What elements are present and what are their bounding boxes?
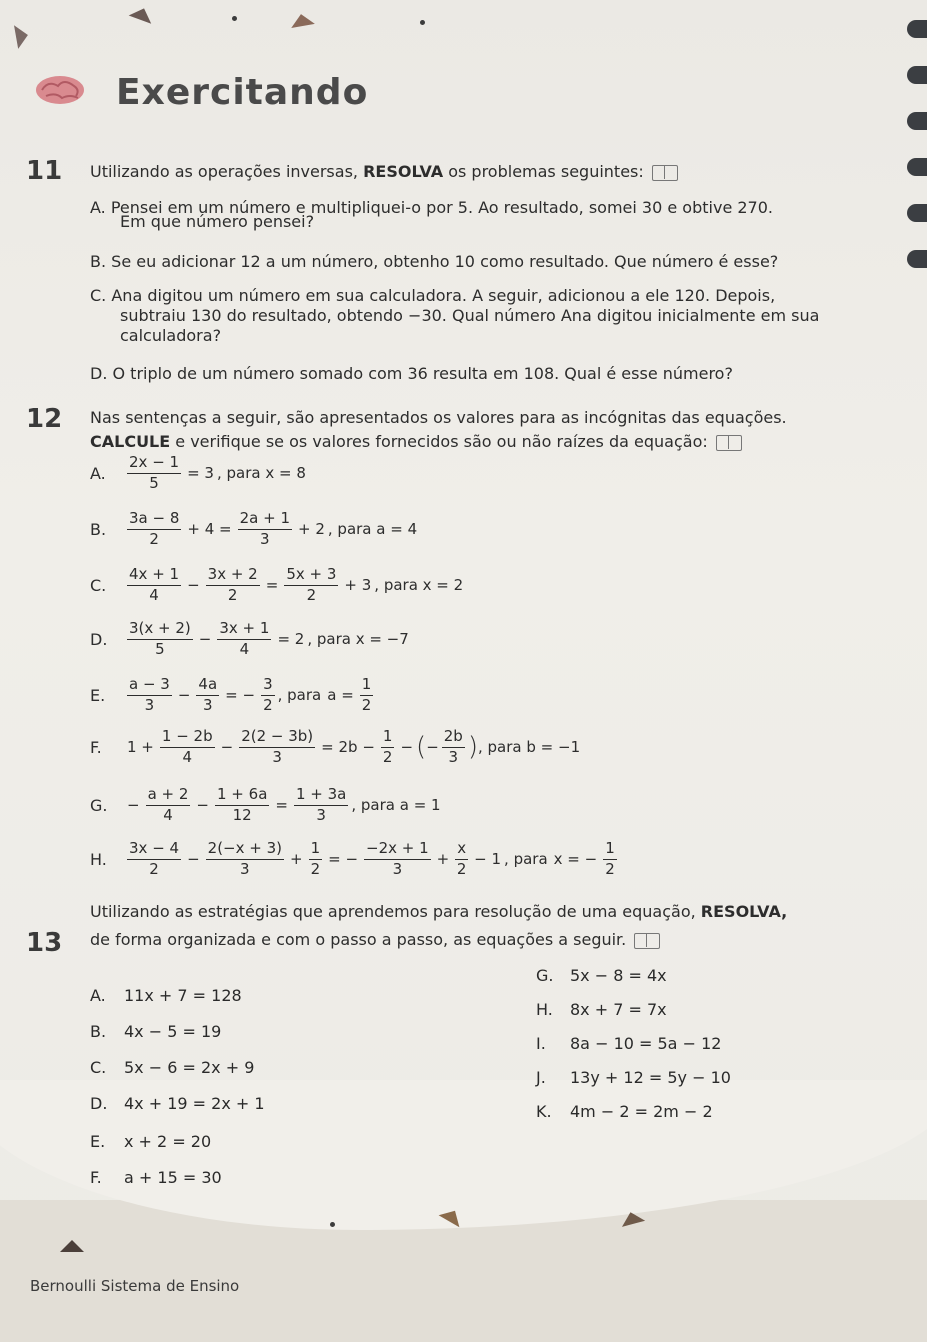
denominator: 2 bbox=[149, 530, 159, 548]
denominator: 2 bbox=[361, 696, 372, 714]
operator: − bbox=[187, 850, 200, 868]
item-label: A. bbox=[90, 198, 106, 217]
numerator: a + 2 bbox=[146, 786, 191, 806]
equation: a + 15 = 30 bbox=[124, 1168, 222, 1187]
condition: , para a = 1 bbox=[351, 796, 441, 814]
operator: = 2b − bbox=[321, 738, 375, 756]
fraction bbox=[294, 786, 348, 824]
item-label: D. bbox=[90, 1094, 108, 1113]
decor-triangle bbox=[129, 4, 156, 23]
equation: 5x − 8 = 4x bbox=[570, 966, 667, 985]
item-label: C. bbox=[90, 286, 107, 305]
item-text: O triplo de um número somado com 36 resulta em 108. Qual é esse número? bbox=[112, 364, 733, 383]
equation: 13y + 12 = 5y − 10 bbox=[570, 1068, 731, 1087]
item-label: C. bbox=[90, 575, 107, 595]
operator: = bbox=[265, 576, 279, 594]
q13-item-f bbox=[90, 1168, 222, 1187]
numerator: 1 bbox=[309, 840, 323, 860]
parenthesis: ( bbox=[416, 732, 427, 762]
book-icon bbox=[652, 165, 678, 181]
fraction bbox=[146, 786, 191, 824]
q12-prompt-line1: Nas sentenças a seguir, são apresentados os valores para as incógnitas das equações. bbox=[90, 408, 787, 427]
operator: + bbox=[290, 850, 303, 868]
denominator: 2 bbox=[456, 860, 467, 878]
item-label: B. bbox=[90, 519, 107, 539]
decor-triangle bbox=[14, 23, 30, 49]
denominator: 5 bbox=[155, 640, 165, 658]
denominator: 3 bbox=[203, 696, 213, 714]
q11-prompt-text: Utilizando as operações inversas, bbox=[90, 162, 364, 181]
numerator: 1 + 3a bbox=[294, 786, 348, 806]
decor-triangle bbox=[289, 12, 315, 28]
operator: − bbox=[196, 796, 209, 814]
fraction bbox=[381, 728, 395, 766]
equation: 4x + 19 = 2x + 1 bbox=[124, 1094, 265, 1113]
item-text: Se eu adicionar 12 a um número, obtenho 10 como resultado. Que número é esse? bbox=[111, 252, 779, 271]
operator: − 1 bbox=[474, 850, 502, 868]
page-edge-tabs bbox=[907, 20, 927, 296]
operator: − bbox=[177, 686, 191, 704]
item-label: E. bbox=[90, 1132, 106, 1151]
item-label: F. bbox=[90, 737, 102, 757]
numerator: −2x + 1 bbox=[364, 840, 431, 860]
parenthesis: ) bbox=[467, 732, 478, 762]
q12-prompt-bold: CALCULE bbox=[90, 432, 171, 451]
q12-equation-e bbox=[90, 676, 376, 714]
numerator: 3a − 8 bbox=[127, 510, 181, 530]
condition: , para x = −7 bbox=[307, 630, 409, 648]
denominator: 5 bbox=[149, 474, 159, 492]
equation: 5x − 6 = 2x + 9 bbox=[124, 1058, 255, 1077]
q13-prompt-line2 bbox=[90, 930, 660, 950]
item-label: C. bbox=[90, 1058, 107, 1077]
fraction bbox=[360, 676, 374, 714]
numerator: 3x + 1 bbox=[217, 620, 271, 640]
numerator: 3x + 2 bbox=[206, 566, 260, 586]
item-label: A. bbox=[90, 986, 106, 1005]
q13-item-h bbox=[536, 1000, 667, 1019]
numerator: 1 bbox=[603, 840, 617, 860]
item-text: Ana digitou um número em sua calculadora. A seguir, adicionou a ele 120. Depois, bbox=[111, 286, 776, 305]
operator: − bbox=[220, 738, 234, 756]
item-label: E. bbox=[90, 685, 106, 705]
item-label: I. bbox=[536, 1034, 546, 1053]
fraction bbox=[442, 728, 465, 766]
item-label: H. bbox=[90, 849, 107, 869]
decor-triangle bbox=[60, 1240, 84, 1252]
operator: + 2 bbox=[298, 520, 325, 538]
q13-prompt-line1 bbox=[90, 902, 787, 922]
q12-prompt-text: e verifique se os valores fornecidos são ou não raízes da equação: bbox=[170, 432, 708, 451]
q12-equation-c bbox=[90, 566, 463, 604]
q12-prompt-line2 bbox=[90, 432, 742, 452]
numerator: 2x − 1 bbox=[127, 454, 181, 474]
q13-item-k bbox=[536, 1102, 713, 1121]
fraction bbox=[215, 786, 269, 824]
numerator: 1 bbox=[381, 728, 395, 748]
denominator: 2 bbox=[605, 860, 615, 878]
q13-prompt-bold: RESOLVA, bbox=[700, 902, 788, 921]
item-label: F. bbox=[90, 1168, 102, 1187]
q11-prompt-text-end: os problemas seguintes: bbox=[443, 162, 644, 181]
numerator: 4x + 1 bbox=[127, 566, 181, 586]
operator: = − bbox=[328, 850, 359, 868]
numerator: 3x − 4 bbox=[127, 840, 181, 860]
operator: + 4 = bbox=[187, 520, 232, 538]
denominator: 3 bbox=[448, 748, 459, 766]
numerator: 2(−x + 3) bbox=[206, 840, 284, 860]
item-label: J. bbox=[536, 1068, 546, 1087]
brain-icon bbox=[30, 68, 90, 108]
numerator: 5x + 3 bbox=[284, 566, 338, 586]
decor-dot bbox=[232, 16, 237, 21]
denominator: 2 bbox=[310, 860, 321, 878]
q13-item-b bbox=[90, 1022, 221, 1041]
condition: , para x = 2 bbox=[374, 576, 464, 594]
equation: 11x + 7 = 128 bbox=[124, 986, 242, 1005]
denominator: 2 bbox=[227, 586, 238, 604]
fraction bbox=[206, 840, 284, 878]
q11-item-a-line2: Em que número pensei? bbox=[120, 212, 315, 231]
denominator: 2 bbox=[149, 860, 159, 878]
q12-equation-h bbox=[90, 840, 620, 878]
fraction bbox=[309, 840, 323, 878]
denominator: 4 bbox=[182, 748, 193, 766]
q11-item-c-line2: subtraiu 130 do resultado, obtendo −30. Qual número Ana digitou inicialmente em sua bbox=[120, 306, 820, 325]
denominator: 3 bbox=[316, 806, 326, 824]
q11-item-c-line3: calculadora? bbox=[120, 326, 222, 345]
q11-prompt-bold: RESOLVA bbox=[363, 162, 444, 181]
fraction bbox=[238, 510, 292, 548]
operator: = 3 bbox=[187, 464, 214, 482]
item-label: B. bbox=[90, 252, 107, 271]
operator: − bbox=[198, 630, 212, 648]
q13-item-i bbox=[536, 1034, 721, 1053]
denominator: 3 bbox=[260, 530, 270, 548]
q13-prompt-text: de forma organizada e com o passo a passo, as equações a seguir. bbox=[90, 930, 627, 949]
numerator: 4a bbox=[196, 676, 219, 696]
item-label: D. bbox=[90, 364, 108, 383]
decor-dot bbox=[420, 20, 425, 25]
page-title: Exercitando bbox=[116, 72, 369, 113]
condition: , para bbox=[504, 850, 548, 868]
item-label: G. bbox=[536, 966, 554, 985]
condition-variable: x = − bbox=[553, 850, 598, 868]
operator: 1 + bbox=[127, 738, 154, 756]
denominator: 12 bbox=[232, 806, 252, 824]
numerator: 2(2 − 3b) bbox=[239, 728, 315, 748]
q12-equation-a bbox=[90, 454, 306, 492]
fraction bbox=[127, 620, 193, 658]
denominator: 2 bbox=[263, 696, 273, 714]
operator: + bbox=[436, 850, 450, 868]
q11-item-b bbox=[90, 252, 778, 272]
q13-prompt-text: Utilizando as estratégias que aprendemos para resolução de uma equação, bbox=[90, 902, 701, 921]
denominator: 3 bbox=[272, 748, 282, 766]
q11-item-d bbox=[90, 364, 733, 384]
question-number-12: 12 bbox=[26, 404, 63, 434]
item-label: K. bbox=[536, 1102, 552, 1121]
q13-item-e bbox=[90, 1132, 211, 1151]
fraction bbox=[239, 728, 315, 766]
question-number-11: 11 bbox=[26, 156, 63, 186]
fraction bbox=[284, 566, 338, 604]
equation: 4x − 5 = 19 bbox=[124, 1022, 222, 1041]
operator: = 2 bbox=[277, 630, 305, 648]
q12-equation-g bbox=[90, 786, 441, 824]
publisher-name: Bernoulli Sistema de Ensino bbox=[30, 1277, 240, 1295]
numerator: 1 bbox=[360, 676, 374, 696]
condition: , para a = 4 bbox=[327, 520, 418, 538]
operator: + 3 bbox=[344, 576, 372, 594]
q12-equation-f bbox=[90, 728, 580, 766]
q13-item-a bbox=[90, 986, 242, 1005]
denominator: 3 bbox=[144, 696, 155, 714]
q13-item-c bbox=[90, 1058, 254, 1077]
condition: , para b = −1 bbox=[478, 738, 581, 756]
denominator: 4 bbox=[149, 586, 159, 604]
fraction bbox=[217, 620, 271, 658]
equation: 4m − 2 = 2m − 2 bbox=[570, 1102, 713, 1121]
item-label: H. bbox=[536, 1000, 553, 1019]
equation: 8x + 7 = 7x bbox=[570, 1000, 667, 1019]
operator: − bbox=[426, 738, 439, 756]
fraction bbox=[127, 454, 181, 492]
denominator: 4 bbox=[239, 640, 250, 658]
operator: = bbox=[275, 796, 288, 814]
q12-equation-d bbox=[90, 620, 409, 658]
condition: , para x = 8 bbox=[216, 464, 306, 482]
q11-item-c bbox=[90, 286, 775, 306]
item-label: B. bbox=[90, 1022, 107, 1041]
q13-item-j bbox=[536, 1068, 731, 1087]
equation: 8a − 10 = 5a − 12 bbox=[570, 1034, 722, 1053]
q11-prompt bbox=[90, 162, 678, 182]
book-icon bbox=[716, 435, 742, 451]
question-number-13: 13 bbox=[26, 928, 63, 958]
q13-item-d bbox=[90, 1094, 265, 1113]
denominator: 3 bbox=[392, 860, 403, 878]
item-label: D. bbox=[90, 629, 108, 649]
denominator: 2 bbox=[306, 586, 317, 604]
fraction bbox=[160, 728, 215, 766]
fraction bbox=[127, 840, 181, 878]
item-label: G. bbox=[90, 795, 108, 815]
denominator: 2 bbox=[382, 748, 393, 766]
numerator: 2a + 1 bbox=[238, 510, 292, 530]
operator: − bbox=[187, 576, 200, 594]
condition: , para bbox=[277, 686, 322, 704]
fraction bbox=[603, 840, 617, 878]
fraction bbox=[206, 566, 260, 604]
denominator: 3 bbox=[240, 860, 250, 878]
fraction bbox=[127, 676, 172, 714]
numerator: x bbox=[455, 840, 468, 860]
item-label: A. bbox=[90, 463, 106, 483]
operator: − bbox=[127, 796, 140, 814]
fraction bbox=[455, 840, 468, 878]
numerator: 3(x + 2) bbox=[127, 620, 193, 640]
numerator: 2b bbox=[442, 728, 465, 748]
numerator: 1 + 6a bbox=[215, 786, 269, 806]
operator: = − bbox=[225, 686, 256, 704]
item-text: Pensei em um número e multipliquei-o por 5. Ao resultado, somei 30 e obtive 270. bbox=[110, 198, 773, 217]
fraction bbox=[127, 566, 181, 604]
condition-variable: a = bbox=[327, 686, 354, 704]
fraction bbox=[261, 676, 275, 714]
numerator: 3 bbox=[261, 676, 275, 696]
fraction bbox=[364, 840, 431, 878]
book-icon bbox=[634, 933, 660, 949]
fraction bbox=[127, 510, 181, 548]
operator: − bbox=[400, 738, 414, 756]
fraction bbox=[196, 676, 219, 714]
numerator: 1 − 2b bbox=[160, 728, 215, 748]
q13-item-g bbox=[536, 966, 667, 985]
numerator: a − 3 bbox=[127, 676, 172, 696]
denominator: 4 bbox=[163, 806, 173, 824]
q12-equation-b bbox=[90, 510, 417, 548]
equation: x + 2 = 20 bbox=[124, 1132, 212, 1151]
decor-dot bbox=[330, 1222, 335, 1227]
